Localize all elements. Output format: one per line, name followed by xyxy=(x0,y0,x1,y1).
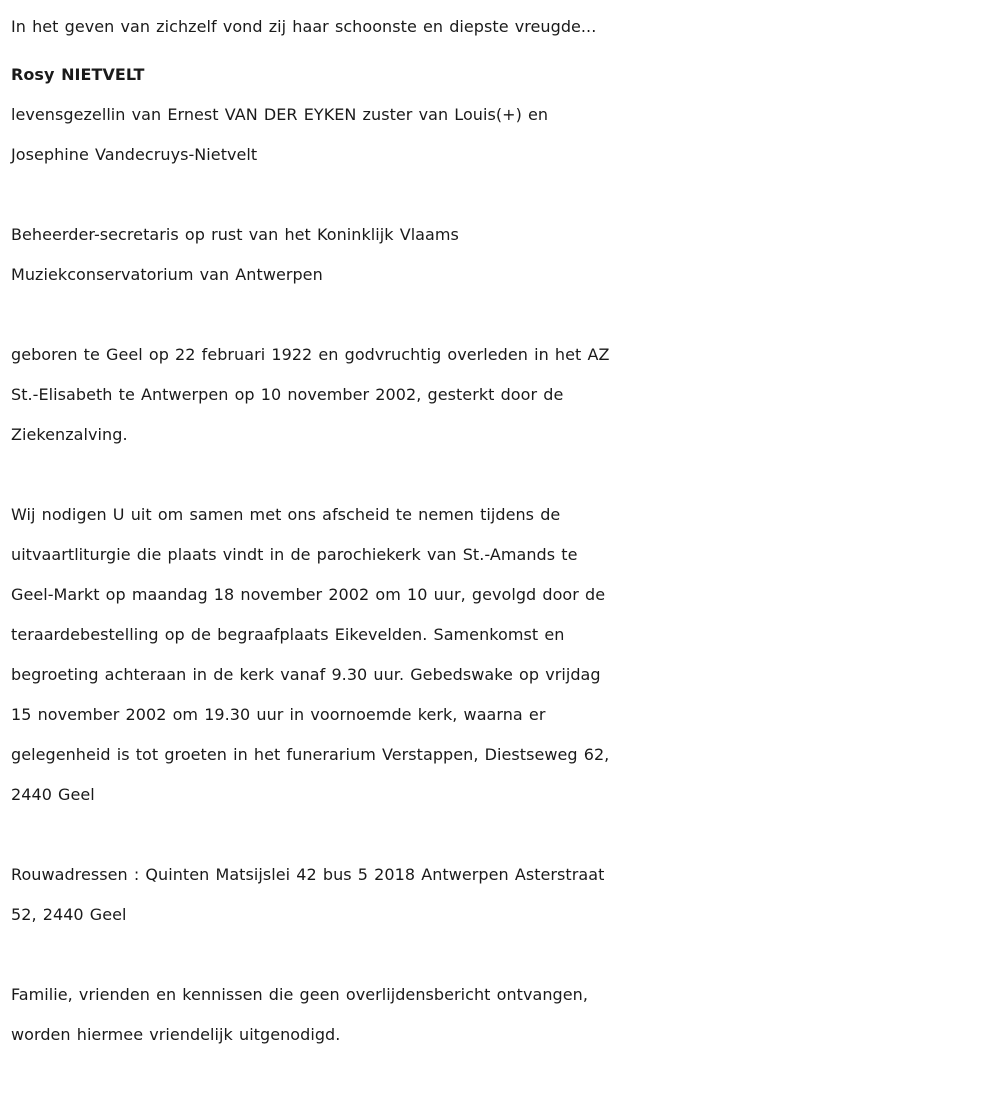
deceased-name: Rosy NIETVELT xyxy=(11,65,145,84)
invitation-line: Geel-Markt op maandag 18 november 2002 om 10 uur, gevolgd door de xyxy=(11,585,606,604)
relations-line: levensgezellin van Ernest VAN DER EYKEN zuster van Louis(+) en xyxy=(11,105,549,124)
paragraph-gap xyxy=(11,455,988,495)
relations-line: Josephine Vandecruys-Nietvelt xyxy=(11,145,258,164)
invitation-line: 15 november 2002 om 19.30 uur in voornoemde kerk, waarna er xyxy=(11,705,546,724)
closing-note-line: Familie, vrienden en kennissen die geen overlijdensbericht ontvangen, xyxy=(11,985,588,1004)
birth-death-paragraph xyxy=(11,335,988,455)
paragraph-gap xyxy=(11,815,988,855)
occupation-line: Beheerder-secretaris op rust van het Koninklijk Vlaams xyxy=(11,225,459,244)
paragraph-gap xyxy=(11,175,988,215)
occupation-line: Muziekconservatorium van Antwerpen xyxy=(11,265,323,284)
invitation-line: Wij nodigen U uit om samen met ons afscheid te nemen tijdens de xyxy=(11,505,561,524)
invitation-line: gelegenheid is tot groeten in het funerarium Verstappen, Diestseweg 62, xyxy=(11,745,610,764)
mourning-addresses-line: Rouwadressen : Quinten Matsijslei 42 bus 5 2018 Antwerpen Asterstraat xyxy=(11,865,605,884)
motto: In het geven van zichzelf vond zij haar schoonste en diepste vreugde... xyxy=(11,17,597,36)
birth-death-line: geboren te Geel op 22 februari 1922 en godvruchtig overleden in het AZ xyxy=(11,345,610,364)
invitation-line: begroeting achteraan in de kerk vanaf 9.30 uur. Gebedswake op vrijdag xyxy=(11,665,601,684)
occupation-paragraph xyxy=(11,215,988,295)
paragraph-gap xyxy=(11,935,988,975)
closing-note-line: worden hiermee vriendelijk uitgenodigd. xyxy=(11,1025,341,1044)
birth-death-line: Ziekenzalving. xyxy=(11,425,128,444)
invitation-line: uitvaartliturgie die plaats vindt in de parochiekerk van St.-Amands te xyxy=(11,545,578,564)
mourning-addresses-paragraph xyxy=(11,855,988,935)
invitation-line: 2440 Geel xyxy=(11,785,95,804)
invitation-line: teraardebestelling op de begraafplaats Eikevelden. Samenkomst en xyxy=(11,625,565,644)
invitation-paragraph xyxy=(11,495,988,815)
birth-death-line: St.-Elisabeth te Antwerpen op 10 november 2002, gesterkt door de xyxy=(11,385,564,404)
mourning-addresses-line: 52, 2440 Geel xyxy=(11,905,127,924)
paragraph-gap xyxy=(11,295,988,335)
closing-note-paragraph xyxy=(11,975,988,1055)
relations-paragraph xyxy=(11,95,988,175)
